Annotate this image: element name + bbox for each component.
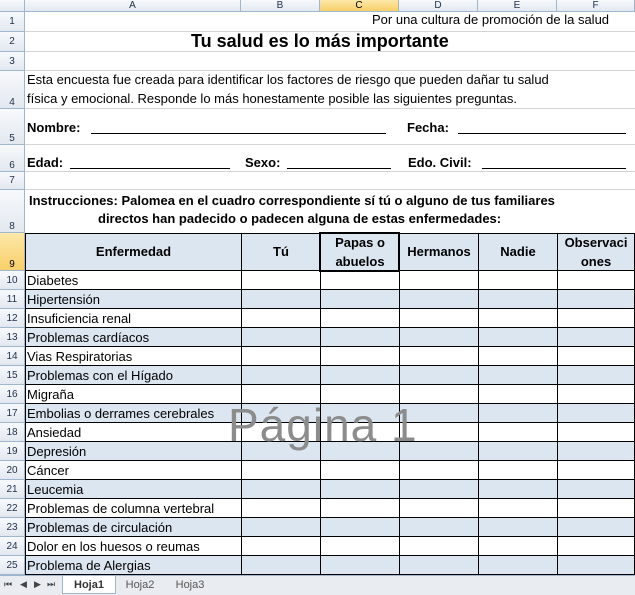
civil-field-line[interactable] (482, 168, 626, 169)
edad-label: Edad: (27, 155, 64, 170)
tagline: Por una cultura de promoción de la salud (372, 12, 610, 27)
table-border (25, 498, 635, 499)
disease-cell[interactable]: Diabetes (27, 273, 79, 288)
column-header-e[interactable]: E (478, 0, 557, 12)
disease-cell[interactable]: Problemas de columna vertebral (27, 501, 215, 516)
table-border (25, 555, 635, 556)
nombre-label: Nombre: (27, 120, 81, 135)
disease-cell[interactable]: Embolias o derrames cerebrales (27, 406, 215, 421)
table-border (478, 233, 479, 575)
intro-line-1: Esta encuesta fue creada para identificar los factores de riesgo que pueden dañar tu salud (27, 72, 549, 87)
row-band (25, 480, 635, 499)
row-header[interactable]: 21 (0, 480, 25, 499)
header-hermanos: Hermanos (407, 244, 471, 259)
table-border (25, 365, 635, 366)
disease-cell[interactable]: Vias Respiratorias (27, 349, 133, 364)
row-header[interactable]: 11 (0, 290, 25, 309)
row-header[interactable]: 14 (0, 347, 25, 366)
gridline (25, 189, 635, 190)
row-header[interactable]: 13 (0, 328, 25, 347)
table-border (25, 346, 635, 347)
gridline (25, 144, 635, 145)
table-border (25, 460, 635, 461)
disease-cell[interactable]: Problema de Alergias (27, 558, 151, 573)
first-sheet-icon[interactable]: ⏮ (4, 579, 13, 589)
page-title: Tu salud es lo más importante (191, 31, 449, 51)
table-border (25, 536, 635, 537)
row-header[interactable]: 10 (0, 271, 25, 290)
intro-line-2: física y emocional. Responde lo más honestamente posible las siguientes preguntas. (27, 91, 517, 106)
column-header-c[interactable]: C (320, 0, 399, 12)
disease-cell[interactable]: Cáncer (27, 463, 69, 478)
row-header[interactable]: 17 (0, 404, 25, 423)
page-watermark: Página 1 (228, 399, 418, 451)
disease-cell[interactable]: Ansiedad (27, 425, 82, 440)
row-header[interactable]: 15 (0, 366, 25, 385)
row-header[interactable]: 19 (0, 442, 25, 461)
column-header-f[interactable]: F (557, 0, 635, 12)
row-header[interactable]: 20 (0, 461, 25, 480)
header-observaciones-1: Observaci (564, 235, 628, 250)
table-border (25, 517, 635, 518)
disease-cell[interactable]: Migraña (27, 387, 74, 402)
table-border (25, 308, 635, 309)
tab-hoja3[interactable]: Hoja3 (175, 578, 205, 591)
gridline (25, 108, 635, 109)
last-sheet-icon[interactable]: ⏭ (47, 579, 56, 589)
row-band (25, 290, 635, 309)
instructions-line-2: directos han padecido o padecen alguna de estas enfermedades: (98, 211, 502, 226)
row-header[interactable]: 5 (0, 109, 25, 145)
row-header[interactable]: 16 (0, 385, 25, 404)
row-header[interactable]: 24 (0, 537, 25, 556)
column-header-d[interactable]: D (399, 0, 478, 12)
civil-label: Edo. Civil: (408, 155, 472, 170)
row-header[interactable]: 2 (0, 32, 25, 52)
table-border (25, 479, 635, 480)
row-header[interactable]: 12 (0, 309, 25, 328)
sheet-tab-bar (0, 575, 635, 595)
row-header[interactable]: 23 (0, 518, 25, 537)
nombre-field-line[interactable] (91, 133, 386, 134)
edad-field-line[interactable] (70, 168, 230, 169)
table-border (25, 384, 635, 385)
gridline (25, 171, 635, 172)
disease-cell[interactable]: Problemas con el Hígado (27, 368, 173, 383)
row-header[interactable]: 25 (0, 556, 25, 575)
table-border (557, 233, 558, 575)
row-header[interactable]: 9 (0, 233, 25, 271)
column-header-a[interactable]: A (25, 0, 241, 12)
disease-cell[interactable]: Problemas de circulación (27, 520, 173, 535)
row-header[interactable]: 4 (0, 71, 25, 109)
header-observaciones-2: ones (580, 254, 612, 269)
disease-cell[interactable]: Problemas cardíacos (27, 330, 150, 345)
instructions-line-1: Instrucciones: Palomea en el cuadro correspondiente sí tú o alguno de tus familiares (29, 193, 555, 208)
disease-cell[interactable]: Leucemia (27, 482, 84, 497)
disease-cell[interactable]: Hipertensión (27, 292, 100, 307)
tab-hoja2[interactable]: Hoja2 (125, 578, 155, 591)
header-papas-2: abuelos (335, 254, 385, 269)
row-header[interactable]: 7 (0, 172, 25, 190)
disease-cell[interactable]: Depresión (27, 444, 87, 459)
table-border (25, 289, 635, 290)
row-header[interactable]: 6 (0, 145, 25, 172)
select-all-corner[interactable] (0, 0, 25, 12)
tab-hoja1[interactable]: Hoja1 (62, 576, 116, 594)
header-enfermedad: Enfermedad (95, 244, 172, 259)
table-border (25, 233, 26, 575)
prev-sheet-icon[interactable]: ◀ (20, 579, 27, 589)
header-tu: Tú (273, 244, 289, 259)
sexo-field-line[interactable] (287, 168, 391, 169)
next-sheet-icon[interactable]: ▶ (34, 579, 41, 589)
row-header[interactable]: 8 (0, 190, 25, 233)
fecha-label: Fecha: (407, 120, 449, 135)
fecha-field-line[interactable] (458, 133, 626, 134)
row-header[interactable]: 22 (0, 499, 25, 518)
disease-cell[interactable]: Dolor en los huesos o reumas (27, 539, 200, 554)
header-nadie: Nadie (500, 244, 536, 259)
column-header-b[interactable]: B (241, 0, 320, 12)
sexo-label: Sexo: (245, 155, 281, 170)
row-header[interactable]: 18 (0, 423, 25, 442)
disease-cell[interactable]: Insuficiencia renal (27, 311, 132, 326)
header-papas-1: Papas o (335, 235, 385, 250)
table-border (25, 327, 635, 328)
gridline (25, 70, 635, 71)
row-header[interactable]: 1 (0, 12, 25, 32)
row-header[interactable]: 3 (0, 52, 25, 71)
